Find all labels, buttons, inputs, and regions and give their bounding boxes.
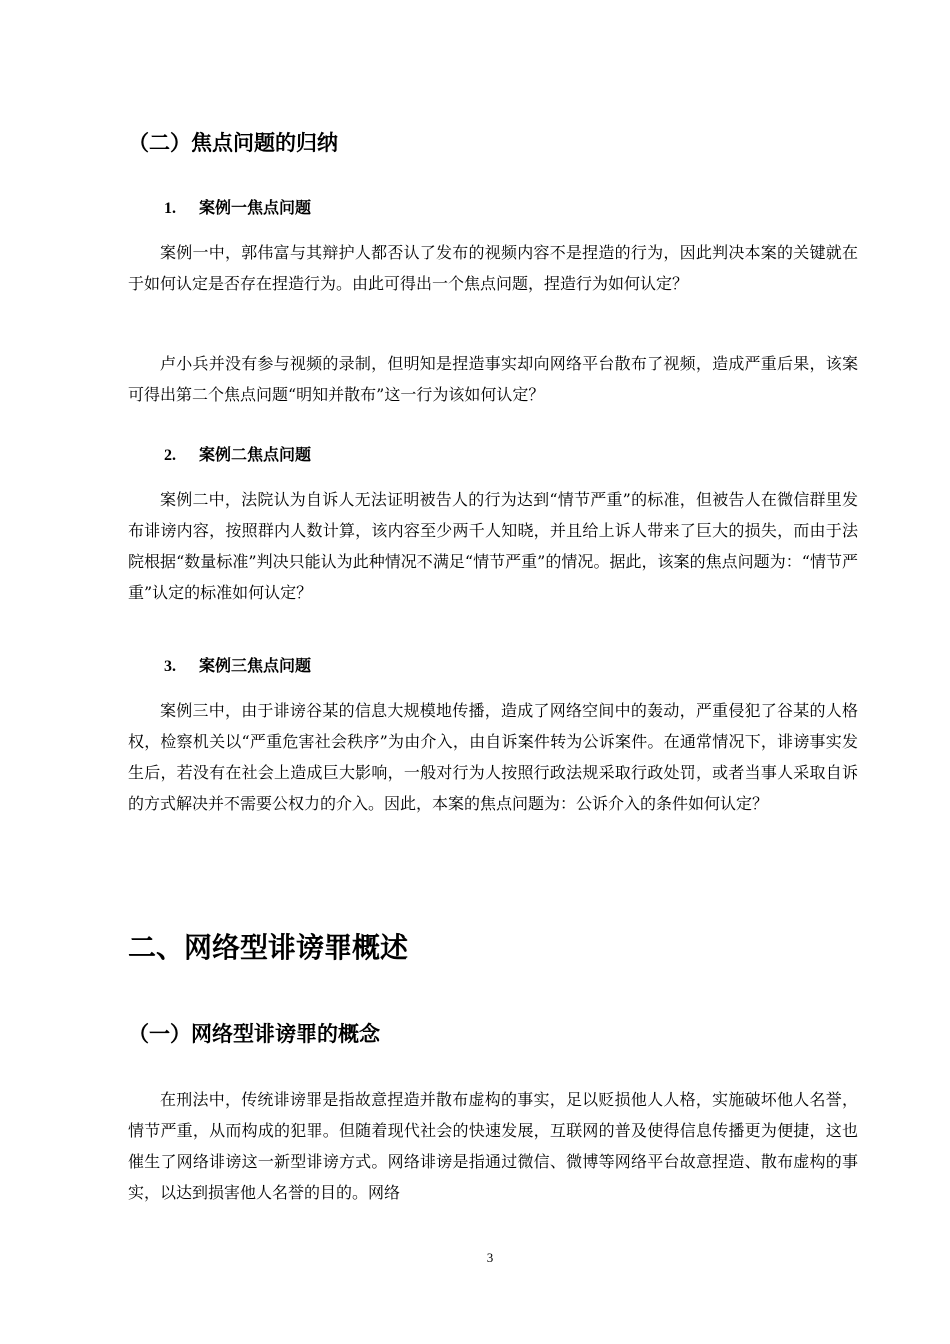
subheading-number: 2. — [164, 447, 176, 464]
concept-paragraph-1: 在刑法中，传统诽谤罪是指故意捏造并散布虚构的事实，足以贬损他人人格，实施破坏他人名誉，情节严重，从而构成的犯罪。但随着现代社会的快速发展，互联网的普及使得信息传播更为便捷，这也催生了网络诽谤这一新型诽谤方式。网络诽谤是指通过微信、微博等网络平台故意捏造、散布虚构的事实，以达到损害他人名誉的目的。网络 — [128, 1090, 858, 1202]
subheading-title: 案例一焦点问题 — [199, 198, 312, 217]
subheading-title: 案例三焦点问题 — [199, 656, 312, 675]
subheading-case3 — [164, 653, 311, 680]
subheading-number: 3. — [164, 658, 176, 675]
subheading-case2 — [164, 442, 311, 469]
page-number: 3 — [486, 1250, 494, 1265]
case1-paragraph-2: 卢小兵并没有参与视频的录制，但明知是捏造事实却向网络平台散布了视频，造成严重后果，该案可得出第二个焦点问题“明知并散布”这一行为该如何认定？ — [128, 354, 858, 404]
section-heading-focus-issues: （二）焦点问题的归纳 — [128, 131, 338, 155]
case2-paragraph-1: 案例二中，法院认为自诉人无法证明被告人的行为达到“情节严重”的标准，但被告人在微信群里发布诽谤内容，按照群内人数计算，该内容至少两千人知晓，并且给上诉人带来了巨大的损失，而由于法院根据“数量标准”判决只能认为此种情况不满足“情节严重”的情况。据此，该案的焦点问题为：“情节严重”认定的标准如何认定？ — [128, 490, 858, 602]
subheading-case1 — [164, 195, 311, 222]
case1-paragraph-1: 案例一中，郭伟富与其辩护人都否认了发布的视频内容不是捏造的行为，因此判决本案的关键就在于如何认定是否存在捏造行为。由此可得出一个焦点问题，捏造行为如何认定？ — [128, 243, 858, 293]
case3-paragraph-1: 案例三中，由于诽谤谷某的信息大规模地传播，造成了网络空间中的轰动，严重侵犯了谷某的人格权，检察机关以“严重危害社会秩序”为由介入，由自诉案件转为公诉案件。在通常情况下，诽谤事实发生后，若没有在社会上造成巨大影响，一般对行为人按照行政法规采取行政处罚，或者当事人采取自诉的方式解决并不需要公权力的介入。因此，本案的焦点问题为：公诉介入的条件如何认定？ — [128, 701, 858, 813]
section-heading-concept: （一）网络型诽谤罪的概念 — [128, 1022, 380, 1046]
subheading-number: 1. — [164, 200, 176, 217]
chapter-heading: 二、网络型诽谤罪概述 — [128, 931, 409, 964]
subheading-title: 案例二焦点问题 — [199, 445, 312, 464]
